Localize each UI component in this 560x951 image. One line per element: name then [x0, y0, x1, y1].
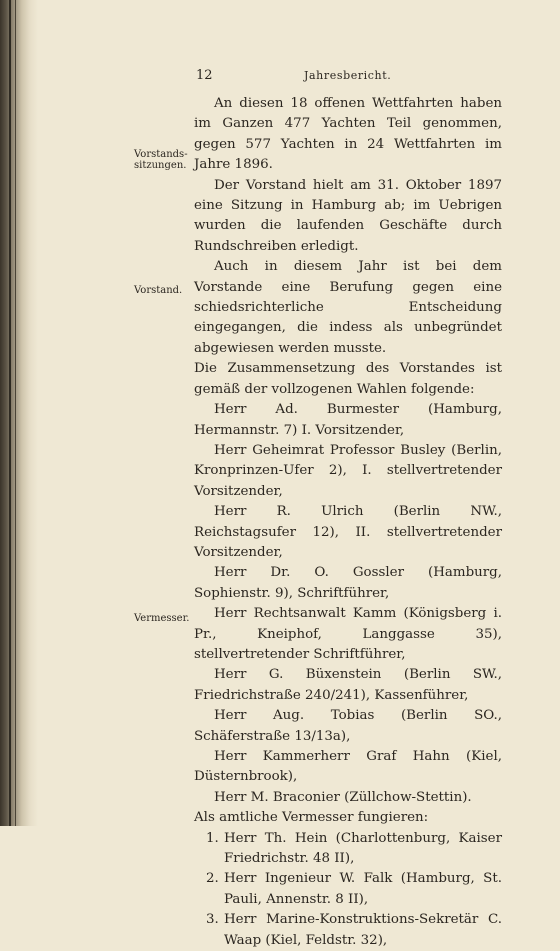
vorstand-member-list — [194, 400, 502, 808]
list-text: Herr Marine-Konstruktions-Sekretär C. Waap (Kiel, Feldstr. 32), — [224, 912, 502, 948]
list-number: 3. — [206, 912, 219, 928]
book-spine-shadow — [0, 0, 38, 826]
margin-note-vermesser: Vermesser. — [134, 613, 190, 624]
list-number: 1. — [206, 830, 219, 846]
vorstand-member: Herr Rechtsanwalt Kamm (Königsberg i. Pr., Kneiphof, Langgasse 35), stellvertretender Schriftführer, — [194, 606, 502, 662]
list-item — [194, 829, 502, 870]
spine-line — [9, 0, 11, 826]
paragraph-wettfahrten: An diesen 18 offenen Wettfahrten haben im Ganzen 477 Yachten Teil genommen, gegen 577 Yachten in 24 Wettfahrten im Jahre 1896. — [194, 96, 502, 173]
vorstand-member: Herr G. Büxenstein (Berlin SW., Friedrichstraße 240/241), Kassenführer, — [194, 667, 502, 703]
vorstand-member: Herr Geheimrat Professor Busley (Berlin, Kronprinzen-Ufer 2), I. stellvertretender Vorsitzender, — [194, 442, 502, 499]
vorstand-member: Herr M. Braconier (Züllchow-Stettin). — [214, 789, 472, 805]
list-number: 2. — [206, 871, 219, 887]
list-item — [194, 869, 502, 910]
list-text: Herr Th. Hein (Charlottenburg, Kaiser Friedrichstr. 48 II), — [224, 830, 502, 867]
paragraph-sitzung: Der Vorstand hielt am 31. Oktober 1897 eine Sitzung in Hamburg ab; im Uebrigen wurden die laufenden Geschäfte durch Rundschreiben erledigt. — [194, 177, 502, 254]
paragraph-berufung: Auch in diesem Jahr ist bei dem Vorstande eine Berufung gegen eine schiedsrichterliche Entscheidung eingegangen, die indess als unbegründet abgewiesen werden musste. — [194, 259, 502, 356]
margin-note-vorstandssitzungen: Vorstands- sitzungen. — [134, 149, 188, 171]
vorstand-member: Herr Kammerherr Graf Hahn (Kiel, Düsternbrook), — [194, 749, 502, 785]
vermesser-list — [194, 829, 502, 951]
vorstand-member: Herr Aug. Tobias (Berlin SO., Schäferstraße 13/13a), — [194, 708, 502, 744]
spine-line — [15, 0, 16, 826]
vorstand-member: Herr Ad. Burmester (Hamburg, Hermannstr. 7) I. Vorsitzender, — [194, 402, 502, 438]
margin-note-vorstand: Vorstand. — [134, 285, 183, 296]
page-number: 12 — [196, 68, 213, 83]
list-item — [194, 910, 502, 951]
list-text: Herr Ingenieur W. Falk (Hamburg, St. Pauli, Annenstr. 8 II), — [224, 871, 502, 907]
paragraph-vermesser-intro: Als amtliche Vermesser fungieren: — [194, 810, 429, 826]
vorstand-member: Herr R. Ulrich (Berlin NW., Reichstagsufer 12), II. stellvertretender Vorsitzender, — [194, 504, 502, 560]
body-text — [194, 94, 502, 951]
paragraph-zusammensetzung: Die Zusammensetzung des Vorstandes ist gemäß der vollzogenen Wahlen folgende: — [194, 361, 502, 397]
vorstand-member: Herr Dr. O. Gossler (Hamburg, Sophienstr. 9), Schriftführer, — [194, 565, 502, 601]
running-title: Jahresbericht. — [304, 69, 392, 82]
